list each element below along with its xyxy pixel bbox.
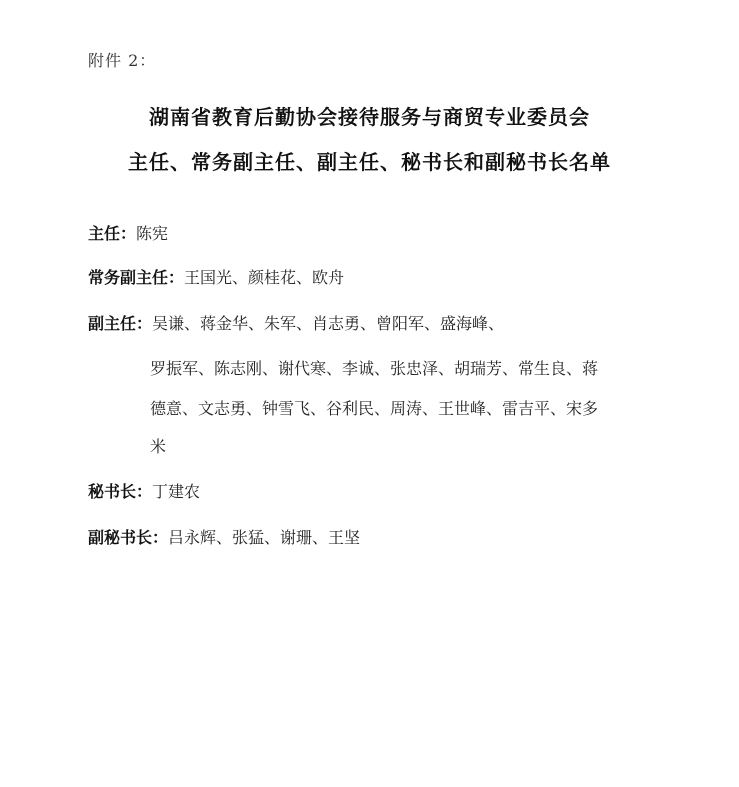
document-title-line-2: 主任、常务副主任、副主任、秘书长和副秘书长名单 xyxy=(128,150,611,174)
deputy-label: 副主任： xyxy=(88,314,153,333)
executive-deputy-label: 常务副主任： xyxy=(88,268,185,287)
secretary-general-label: 秘书长： xyxy=(88,482,153,501)
director-row xyxy=(88,224,168,244)
deputy-secretary-general-label: 副秘书长： xyxy=(88,528,169,547)
secretary-general-row xyxy=(88,482,200,502)
document-title-line-1: 湖南省教育后勤协会接待服务与商贸专业委员会 xyxy=(149,105,590,129)
director-label: 主任： xyxy=(88,224,137,243)
executive-deputy-names: 王国光、颜桂花、欧舟 xyxy=(184,268,345,287)
deputy-secretary-general-names: 吕永辉、张猛、谢珊、王坚 xyxy=(168,528,361,547)
deputy-secretary-general-row xyxy=(88,528,360,548)
deputy-names-line-2: 罗振军、陈志刚、谢代寒、李诚、张忠泽、胡瑞芳、常生良、蒋 xyxy=(150,359,599,378)
director-names: 陈宪 xyxy=(136,224,169,243)
deputy-names-line-1: 吴谦、蒋金华、朱军、肖志勇、曾阳军、盛海峰、 xyxy=(152,314,505,333)
secretary-general-names: 丁建农 xyxy=(152,482,201,501)
deputy-row xyxy=(88,314,504,334)
attachment-label: 附件 2： xyxy=(88,51,157,70)
deputy-names-line-4: 米 xyxy=(150,437,167,456)
executive-deputy-row xyxy=(88,268,344,288)
deputy-names-line-3: 德意、文志勇、钟雪飞、谷利民、周涛、王世峰、雷吉平、宋多 xyxy=(150,399,599,418)
